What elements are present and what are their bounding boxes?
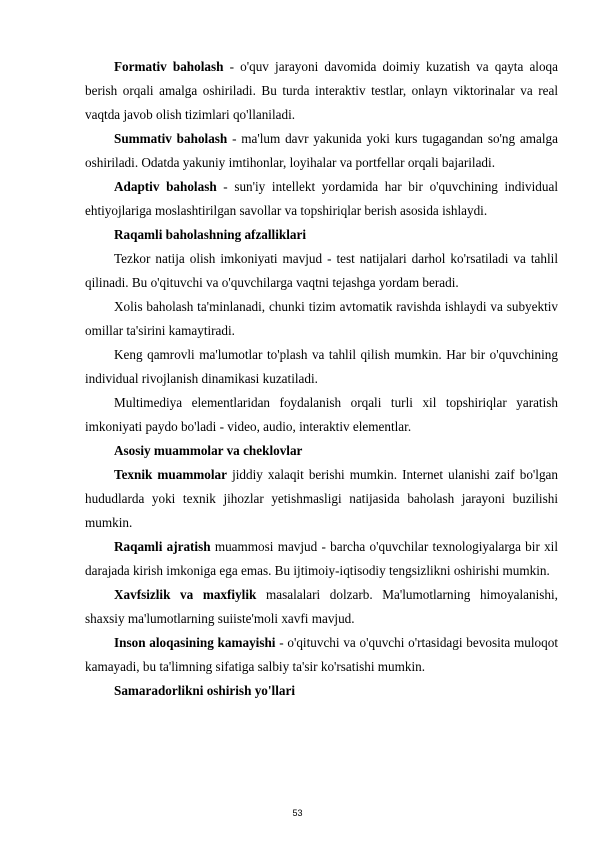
paragraph-text: - o'qituvchi va o'quvchi o'rtasidagi bevosita muloqot kamayadi, bu ta'limning sifatiga salbiy ta'sir ko'rsatishi mumkin.	[85, 635, 558, 674]
paragraph-text: masalalari dolzarb. Ma'lumotlarning himoyalanishi, shaxsiy ma'lumotlarning suiiste'moli xavfi mavjud.	[85, 587, 558, 626]
heading-problems: Asosiy muammolar va cheklovlar	[114, 443, 303, 458]
term-summativ: Summativ baholash	[114, 131, 228, 146]
paragraph-text: muammosi mavjud - barcha o'quvchilar texnologiyalarga bir xil darajada kirish imkoniga ega emas. Bu ijtimoiy-iqtisodiy tengsizlikni oshirishi mumkin.	[85, 539, 559, 578]
problem-term: Inson aloqasining kamayishi	[114, 635, 276, 650]
problem-paragraph	[85, 583, 558, 631]
paragraph-adaptiv	[85, 175, 558, 223]
heading-solutions: Samaradorlikni oshirish yo'llari	[114, 683, 295, 698]
heading-advantages: Raqamli baholashning afzalliklari	[114, 227, 306, 242]
problem-paragraph	[85, 631, 558, 679]
term-adaptiv: Adaptiv baholash	[114, 179, 217, 194]
problem-term: Raqamli ajratish	[114, 539, 211, 554]
document-page	[85, 55, 558, 703]
advantage-paragraph: Keng qamrovli ma'lumotlar to'plash va tahlil qilish mumkin. Har bir o'quvchining individual rivojlanish dinamikasi kuzatiladi.	[85, 347, 558, 386]
term-formativ: Formativ baholash	[114, 59, 224, 74]
advantage-paragraph: Multimediya elementlaridan foydalanish orqali turli xil topshiriqlar yaratish imkoniyati paydo bo'ladi - video, audio, interaktiv elementlar.	[85, 395, 558, 434]
page-number: 53	[292, 808, 303, 818]
problem-paragraph	[85, 463, 558, 535]
paragraph-summativ	[85, 127, 558, 175]
paragraph-text: - sun'iy intellekt yordamida har bir o'quvchining individual ehtiyojlariga moslashtirilgan savollar va topshiriqlar berish asosida ishlaydi.	[85, 179, 558, 218]
paragraph-text: - ma'lum davr yakunida yoki kurs tugagandan so'ng amalga oshiriladi. Odatda yakuniy imtihonlar, loyihalar va portfellar orqali bajariladi.	[85, 131, 558, 170]
problem-paragraph	[85, 535, 558, 583]
advantage-paragraph: Tezkor natija olish imkoniyati mavjud - test natijalari darhol ko'rsatiladi va tahlil qilinadi. Bu o'qituvchi va o'quvchilarga vaqtni tejashga yordam beradi.	[85, 251, 558, 290]
paragraph-formativ	[85, 55, 558, 127]
paragraph-text: jiddiy xalaqit berishi mumkin. Internet ulanishi zaif bo'lgan hududlarda yoki texnik jihozlar yetishmasligi natijasida baholash jarayoni buzilishi mumkin.	[85, 467, 559, 530]
problem-term: Texnik muammolar	[114, 467, 228, 482]
problem-term: Xavfsizlik va maxfiylik	[114, 587, 257, 602]
paragraph-text: - o'quv jarayoni davomida doimiy kuzatish va qayta aloqa berish orqali amalga oshiriladi. Bu turda interaktiv testlar, onlayn viktorinalar va real vaqtda javob olish tizimlari qo'llaniladi.	[85, 59, 559, 122]
advantage-paragraph: Xolis baholash ta'minlanadi, chunki tizim avtomatik ravishda ishlaydi va subyektiv omillar ta'sirini kamaytiradi.	[85, 299, 558, 338]
